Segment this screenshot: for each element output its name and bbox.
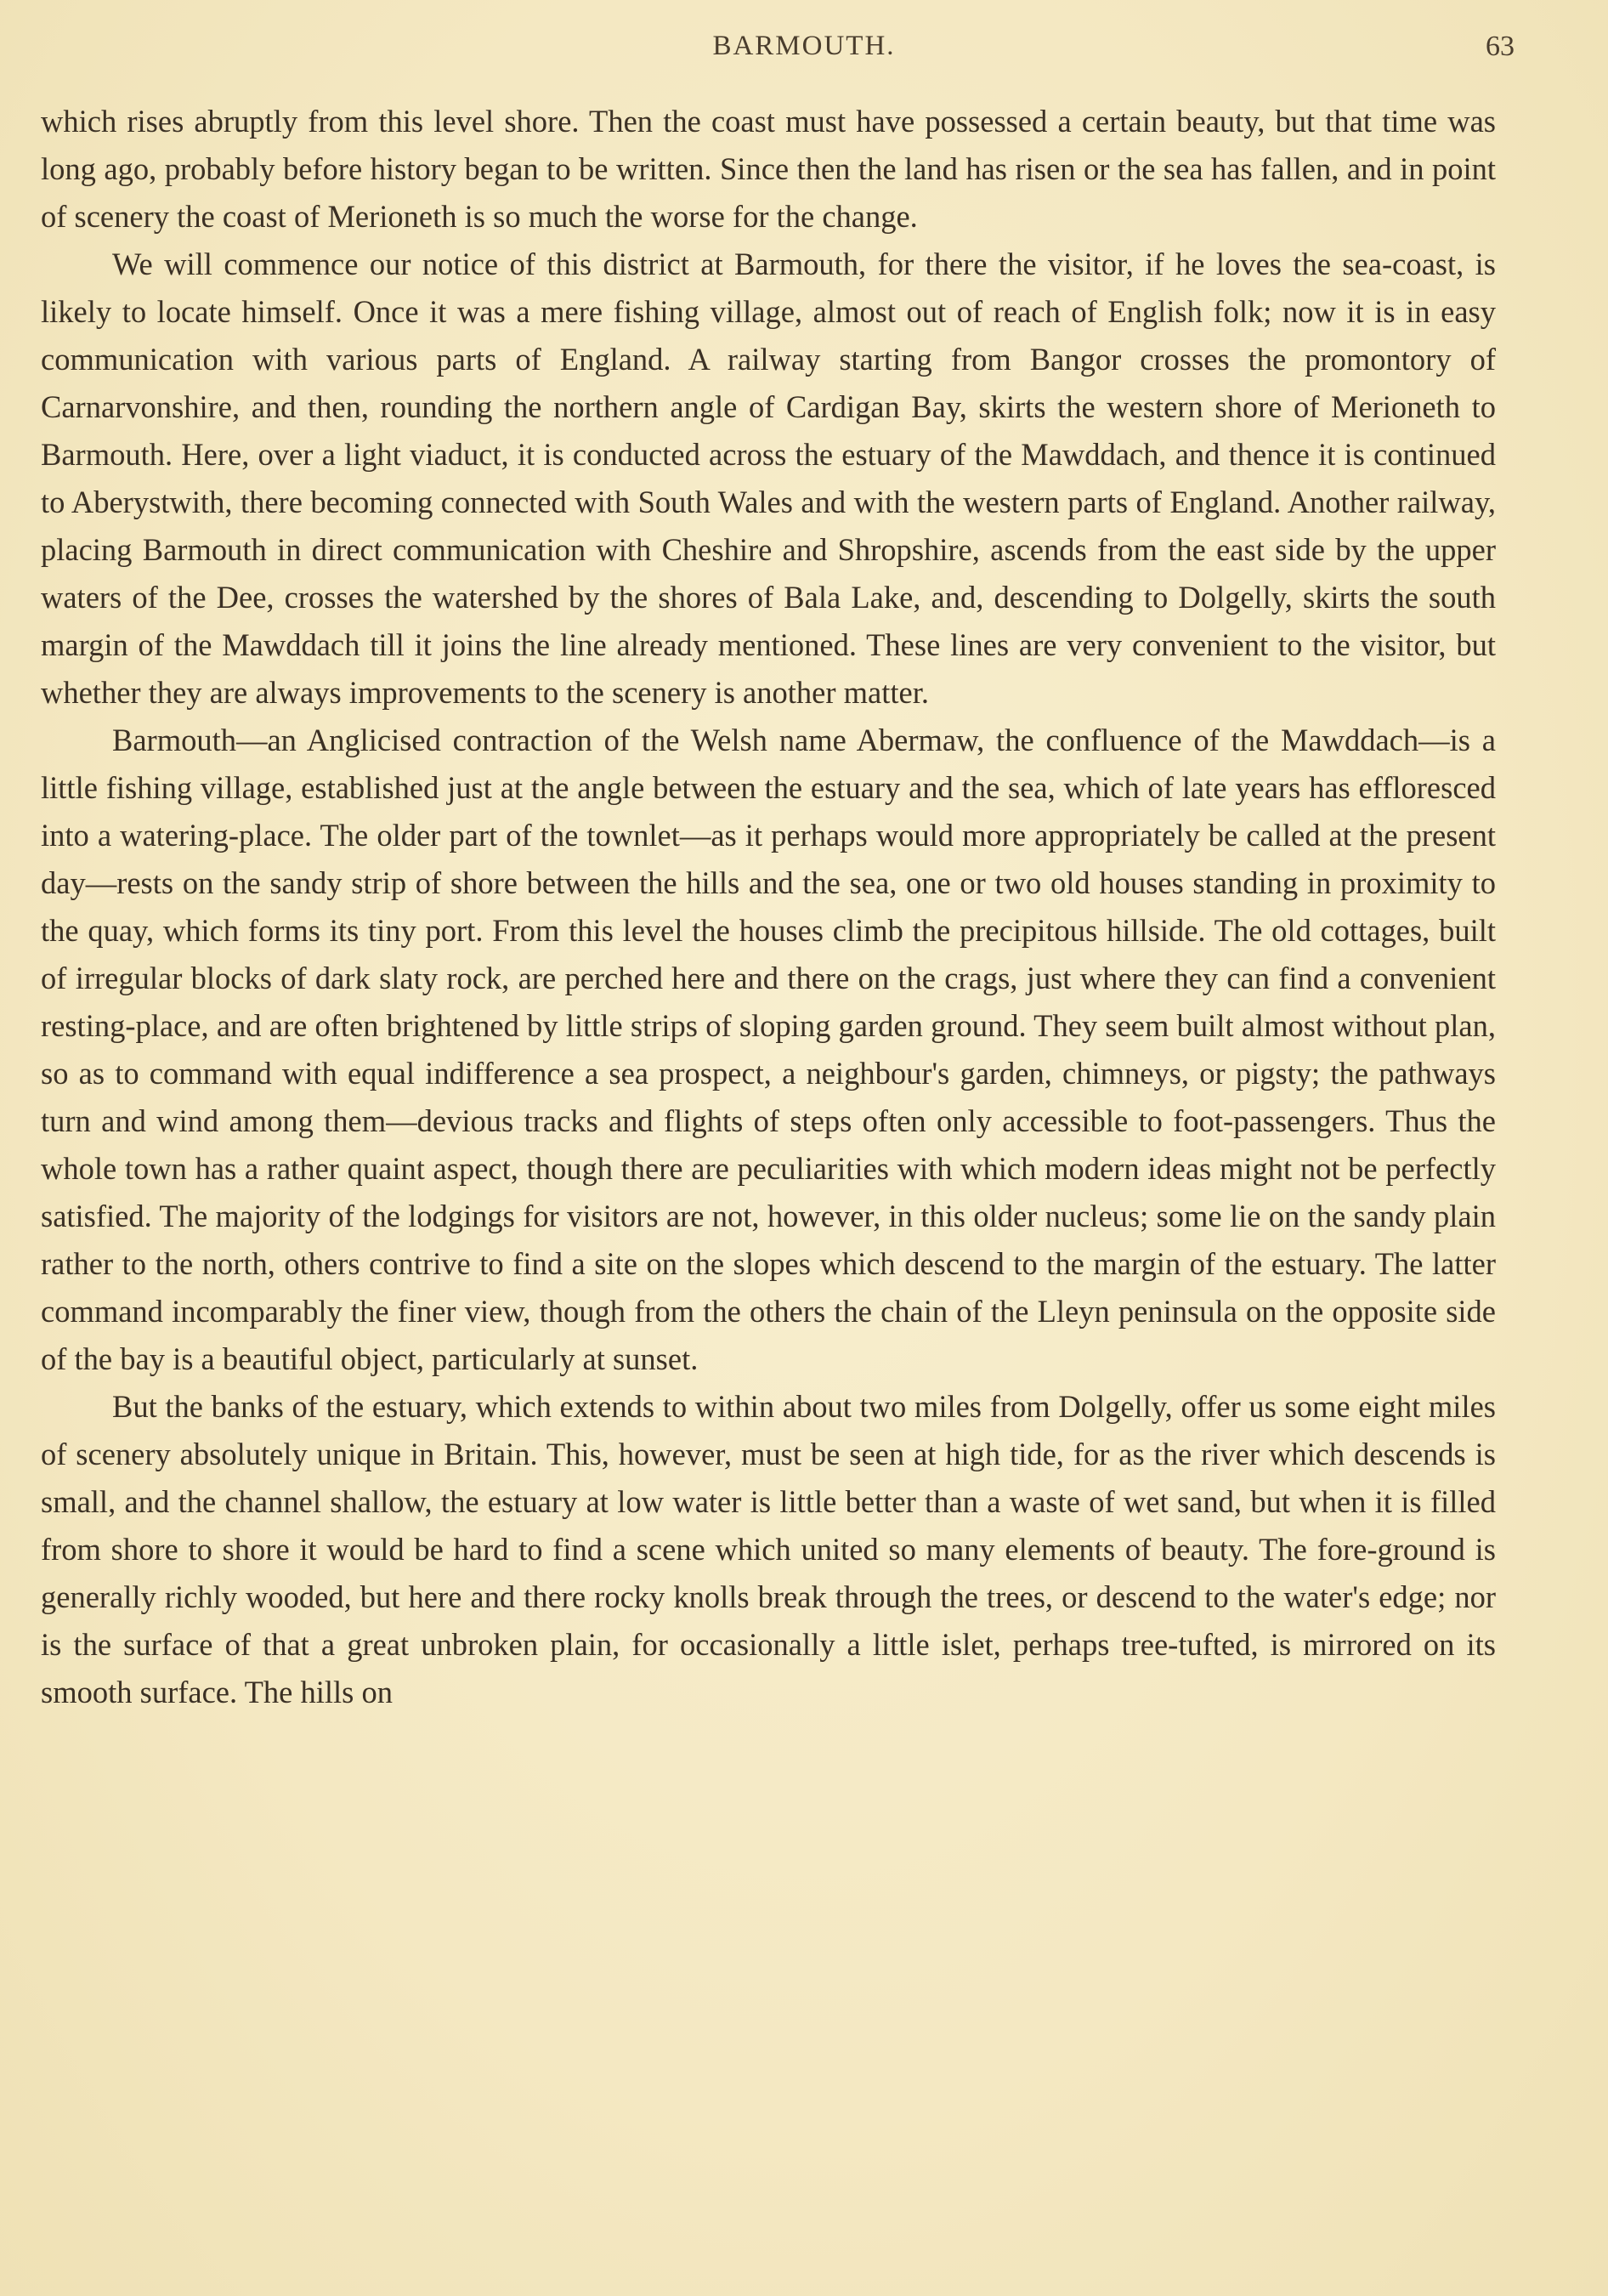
running-head [0, 26, 1608, 68]
paragraph: Barmouth—an Anglicised contraction of the Welsh name Abermaw, the confluence of the Mawddach—is a little fishing village, established just at the angle between the estuary and the sea, which of late years has effloresced into a watering-place. The older part of the townlet—as it perhaps would more appropriately be called at the present day—rests on the sandy strip of shore between the hills and the sea, one or two old houses standing in proximity to the quay, which forms its tiny port. From this level the houses climb the precipitous hillside. The old cottages, built of irregular blocks of dark slaty rock, are perched here and there on the crags, just where they can find a convenient resting-place, and are often brightened by little strips of sloping garden ground. They seem built almost without plan, so as to command with equal indifference a sea prospect, a neighbour's garden, chimneys, or pigsty; the pathways turn and wind among them—devious tracks and flights of steps often only accessible to foot-passengers. Thus the whole town has a rather quaint aspect, though there are peculiarities with which modern ideas might not be perfectly satisfied. The majority of the lodgings for visitors are not, however, in this older nucleus; some lie on the sandy plain rather to the north, others contrive to find a site on the slopes which descend to the margin of the estuary. The latter command incomparably the finer view, though from the others the chain of the Lleyn peninsula on the opposite side of the bay is a beautiful object, particularly at sunset. [41, 723, 1496, 1376]
paragraph-continued: which rises abruptly from this level shore. Then the coast must have possessed a certain beauty, but that time was long ago, probably before history began to be written. Since then the land has risen or the sea has fallen, and in point of scenery the coast of Merioneth is so much the worse for the change. [41, 104, 1496, 234]
paragraph: But the banks of the estuary, which extends to within about two miles from Dolgelly, offer us some eight miles of scenery absolutely unique in Britain. This, however, must be seen at high tide, for as the river which descends is small, and the channel shallow, the estuary at low water is little better than a waste of wet sand, but when it is filled from shore to shore it would be hard to find a scene which united so many elements of beauty. The fore-ground is generally richly wooded, but here and there rocky knolls break through the trees, or descend to the water's edge; nor is the surface of that a great unbroken plain, for occasionally a little islet, perhaps tree-tufted, is mirrored on its smooth surface. The hills on [41, 1389, 1496, 1709]
running-title: BARMOUTH. [712, 31, 896, 61]
body-text [41, 98, 1496, 1716]
paragraph: We will commence our notice of this district at Barmouth, for there the visitor, if he loves the sea-coast, is likely to locate himself. Once it was a mere fishing village, almost out of reach of English folk; now it is in easy communication with various parts of England. A railway starting from Bangor crosses the promontory of Carnarvonshire, and then, rounding the northern angle of Cardigan Bay, skirts the western shore of Merioneth to Barmouth. Here, over a light viaduct, it is conducted across the estuary of the Mawddach, and thence it is continued to Aberystwith, there becoming connected with South Wales and with the western parts of England. Another railway, placing Barmouth in direct communication with Cheshire and Shropshire, ascends from the east side by the upper waters of the Dee, crosses the watershed by the shores of Bala Lake, and, descending to Dolgelly, skirts the south margin of the Mawddach till it joins the line already mentioned. These lines are very convenient to the visitor, but whether they are always improvements to the scenery is another matter. [41, 247, 1496, 710]
page-number: 63 [1486, 31, 1515, 62]
